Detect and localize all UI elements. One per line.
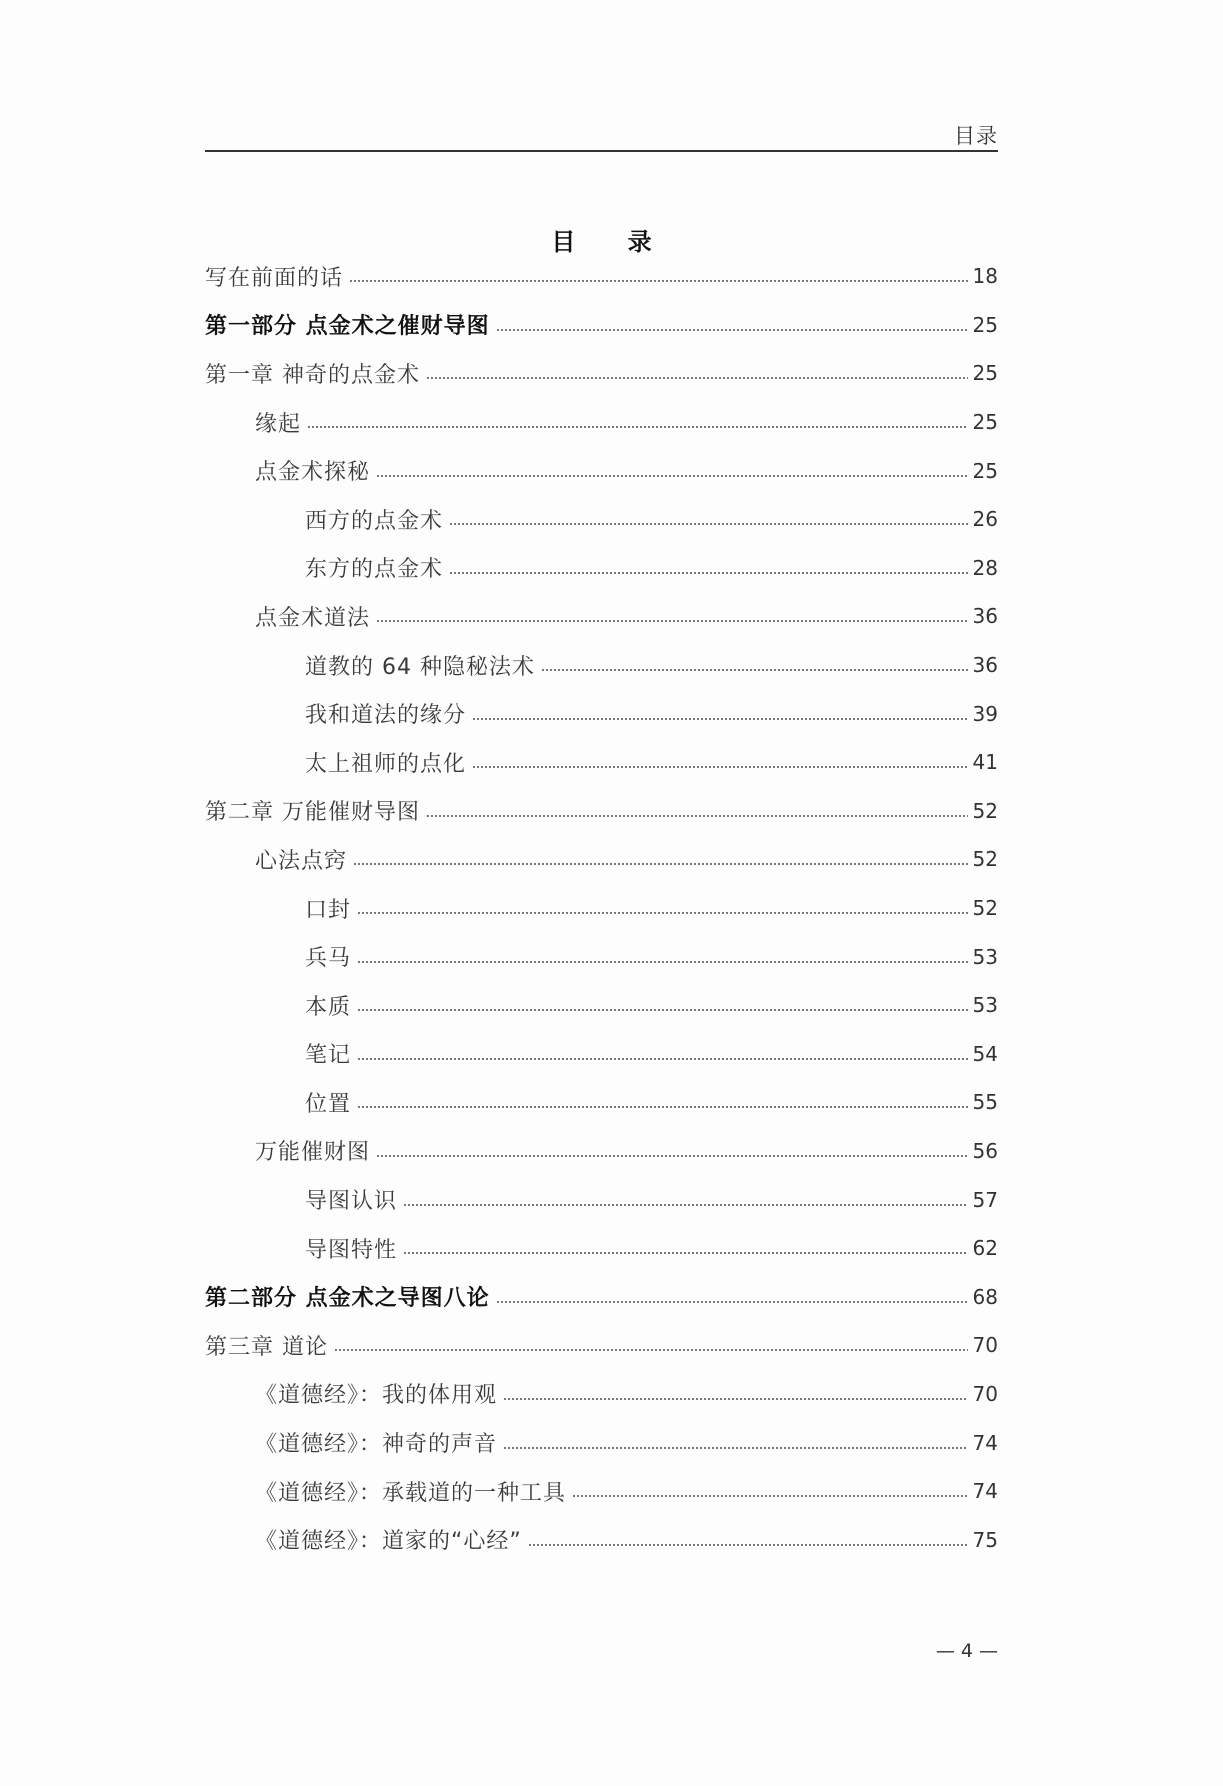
toc-entry-label: 本质 <box>305 994 352 1020</box>
toc-entry-label: 第一部分 点金术之催财导图 <box>205 314 490 340</box>
toc-entry <box>205 544 998 593</box>
toc-entry <box>205 1321 998 1370</box>
dot-leader <box>357 1058 968 1060</box>
toc-entry-page: 57 <box>972 1187 998 1212</box>
toc-entry-label: 《道德经》：承载道的一种工具 <box>255 1480 567 1506</box>
toc-entry-label: 笔记 <box>305 1043 352 1069</box>
dot-leader <box>357 1106 968 1108</box>
toc-entry-page: 52 <box>972 896 998 921</box>
toc-entry <box>205 835 998 884</box>
page-number: — 4 — <box>935 1640 998 1662</box>
toc-entry <box>205 398 998 447</box>
toc-entry <box>205 252 998 301</box>
toc-entry <box>205 495 998 544</box>
toc-entry-label: 《道德经》：道家的“心经” <box>255 1529 522 1555</box>
dot-leader <box>376 475 968 477</box>
toc-entry <box>205 349 998 398</box>
toc-entry-label: 口封 <box>305 897 352 923</box>
toc-entry-label: 缘起 <box>255 411 302 437</box>
dot-leader <box>472 766 968 768</box>
dot-leader <box>472 718 968 720</box>
toc-title: 目 录 <box>551 228 674 256</box>
toc-entry <box>205 1370 998 1419</box>
toc-entry <box>205 1030 998 1079</box>
toc-entry-label: 道教的 64 种隐秘法术 <box>305 654 535 680</box>
dot-leader <box>503 1447 968 1449</box>
toc-entry-page: 25 <box>972 361 998 386</box>
running-header-title: 目录 <box>954 124 998 148</box>
toc-entry-label: 点金术探秘 <box>255 460 371 486</box>
toc-entry <box>205 641 998 690</box>
dot-leader <box>307 426 968 428</box>
dot-leader <box>403 1252 968 1254</box>
toc-entry-label: 东方的点金术 <box>305 557 444 583</box>
dot-leader <box>357 912 968 914</box>
toc-entry-label: 位置 <box>305 1091 352 1117</box>
toc-entry-page: 55 <box>972 1090 998 1115</box>
toc-entry <box>205 301 998 350</box>
toc-entry <box>205 592 998 641</box>
toc-entry-page: 25 <box>972 410 998 435</box>
toc-entry <box>205 981 998 1030</box>
toc-entry <box>205 1272 998 1321</box>
toc-entry-label: 我和道法的缘分 <box>305 703 467 729</box>
dot-leader <box>349 280 968 282</box>
dot-leader <box>357 1009 968 1011</box>
dot-leader <box>449 523 968 525</box>
toc-entry-page: 26 <box>972 507 998 532</box>
toc-entry-page: 70 <box>972 1333 998 1358</box>
dot-leader <box>528 1544 968 1546</box>
toc-entry <box>205 1127 998 1176</box>
toc-entry-page: 25 <box>972 312 998 337</box>
toc-entry <box>205 738 998 787</box>
dot-leader <box>334 1349 968 1351</box>
toc-entry-page: 36 <box>972 653 998 678</box>
toc-entry-label: 《道德经》：我的体用观 <box>255 1383 498 1409</box>
toc-entry-label: 第二章 万能催财导图 <box>205 800 420 826</box>
dot-leader <box>357 961 968 963</box>
toc-entry <box>205 446 998 495</box>
dot-leader <box>426 377 968 379</box>
dot-leader <box>496 329 968 331</box>
toc-entry-page: 75 <box>972 1527 998 1552</box>
toc-entry-page: 53 <box>972 944 998 969</box>
dot-leader <box>449 572 968 574</box>
toc-entry-page: 56 <box>972 1138 998 1163</box>
toc-entry-page: 41 <box>972 750 998 775</box>
toc-entry <box>205 1467 998 1516</box>
toc-entry-page: 74 <box>972 1479 998 1504</box>
toc-entry-label: 导图特性 <box>305 1237 398 1263</box>
toc-entry-page: 28 <box>972 555 998 580</box>
dot-leader <box>426 815 968 817</box>
dot-leader <box>376 1155 968 1157</box>
toc-entry-page: 52 <box>972 798 998 823</box>
toc-entry-label: 第三章 道论 <box>205 1334 328 1360</box>
dot-leader <box>403 1204 968 1206</box>
toc-entry <box>205 1418 998 1467</box>
toc-entry <box>205 787 998 836</box>
toc-entry-page: 36 <box>972 604 998 629</box>
toc-entry <box>205 1175 998 1224</box>
dot-leader <box>376 620 968 622</box>
dot-leader <box>541 669 968 671</box>
toc-entry-label: 导图认识 <box>305 1189 398 1215</box>
toc-entry-page: 74 <box>972 1430 998 1455</box>
toc-entry-label: 太上祖师的点化 <box>305 751 467 777</box>
toc-entry-page: 62 <box>972 1236 998 1261</box>
toc-entry-page: 68 <box>972 1284 998 1309</box>
toc-entry-label: 《道德经》：神奇的声音 <box>255 1432 498 1458</box>
toc-entry-label: 万能催财图 <box>255 1140 371 1166</box>
toc-entry-label: 点金术道法 <box>255 605 371 631</box>
dot-leader <box>353 863 968 865</box>
toc-entry <box>205 884 998 933</box>
toc-entry <box>205 932 998 981</box>
toc-list <box>205 252 998 1564</box>
toc-entry <box>205 689 998 738</box>
toc-entry-page: 39 <box>972 701 998 726</box>
toc-entry <box>205 1224 998 1273</box>
toc-entry-page: 70 <box>972 1381 998 1406</box>
toc-entry-page: 54 <box>972 1041 998 1066</box>
toc-entry-label: 第二部分 点金术之导图八论 <box>205 1286 490 1312</box>
running-header <box>205 118 998 152</box>
toc-entry-label: 心法点窍 <box>255 848 348 874</box>
dot-leader <box>572 1495 968 1497</box>
toc-entry-page: 52 <box>972 847 998 872</box>
toc-entry <box>205 1078 998 1127</box>
toc-entry-label: 西方的点金术 <box>305 508 444 534</box>
toc-entry-label: 第一章 神奇的点金术 <box>205 362 420 388</box>
dot-leader <box>496 1301 968 1303</box>
dot-leader <box>503 1398 968 1400</box>
toc-entry <box>205 1515 998 1564</box>
toc-entry-page: 53 <box>972 993 998 1018</box>
toc-entry-label: 兵马 <box>305 946 352 972</box>
toc-entry-label: 写在前面的话 <box>205 265 344 291</box>
toc-entry-page: 25 <box>972 458 998 483</box>
toc-entry-page: 18 <box>972 264 998 289</box>
